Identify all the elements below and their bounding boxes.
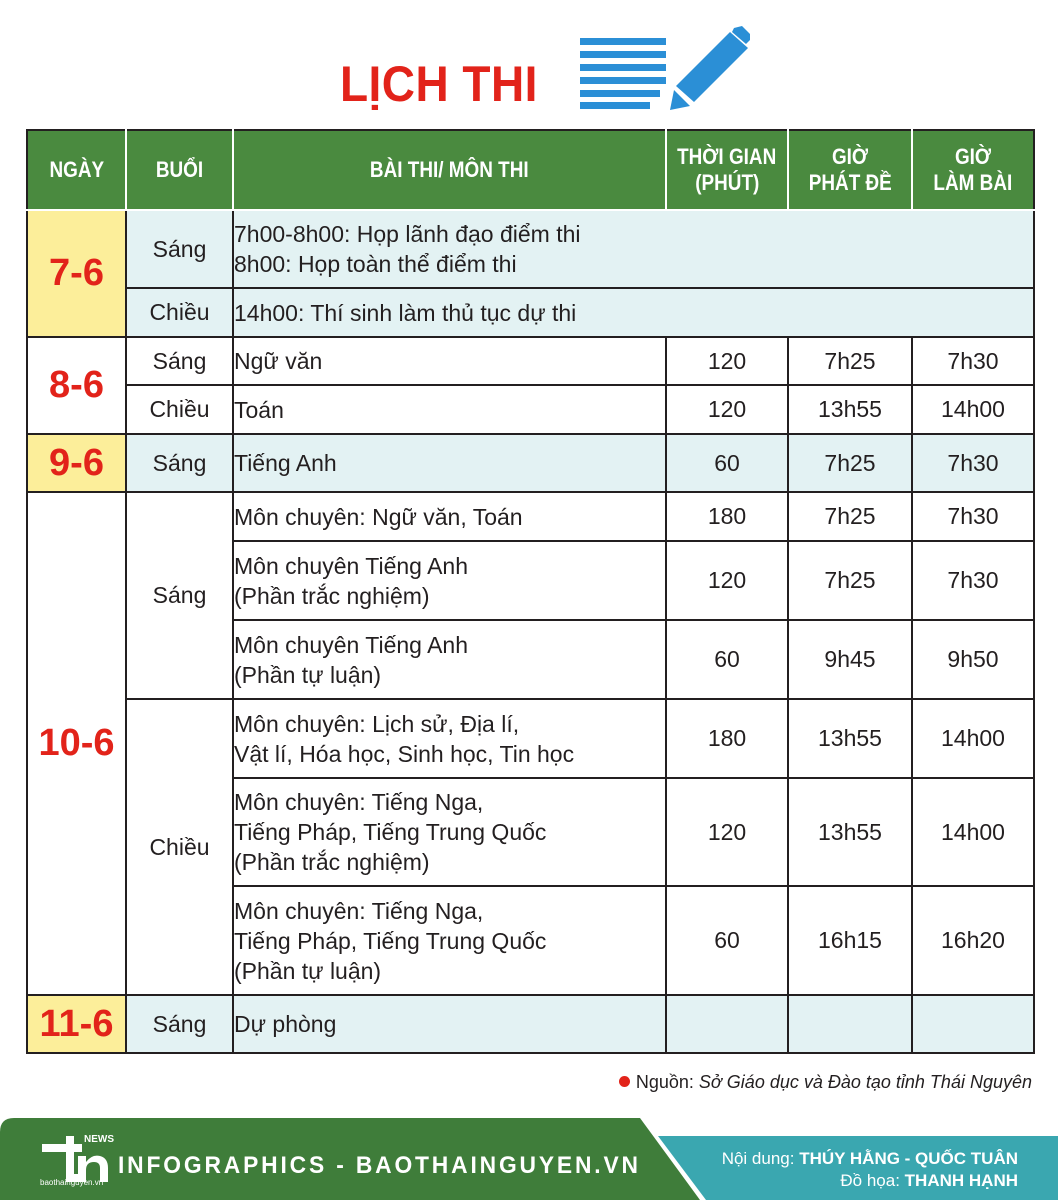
- subject-line: Môn chuyên: Tiếng Nga,: [234, 789, 484, 815]
- subject-cell: Tiếng Anh: [233, 434, 666, 492]
- subject-line: Môn chuyên Tiếng Anh: [234, 631, 468, 658]
- subject-line: (Phần tự luận): [234, 957, 382, 984]
- subject-line: Vật lí, Hóa học, Sinh học, Tin học: [234, 740, 575, 767]
- issue-time-cell: 13h55: [788, 385, 912, 434]
- start-time-cell: 7h30: [912, 541, 1034, 620]
- issue-time-cell: 7h25: [788, 492, 912, 541]
- session-cell: Sáng: [126, 434, 233, 492]
- bullet-dot-icon: [619, 1076, 630, 1087]
- content-credit: Nội dung: THÚY HẰNG - QUỐC TUÂN: [721, 1149, 1018, 1168]
- issue-time-cell: 16h15: [788, 886, 912, 995]
- credits: [722, 1148, 1018, 1192]
- issue-time-cell: [788, 995, 912, 1053]
- source-label: Nguồn:: [635, 1072, 694, 1092]
- table-row: [27, 385, 1034, 434]
- subject-cell: [233, 778, 666, 886]
- issue-time-cell: 7h25: [788, 434, 912, 492]
- start-time-cell: 14h00: [912, 699, 1034, 778]
- table-row: [27, 699, 1034, 778]
- header-row: [27, 130, 1034, 210]
- pencil-icon: [670, 26, 750, 110]
- document-pencil-icon: [578, 26, 750, 110]
- header-issue-time: GIỜ PHÁT ĐỀ: [788, 130, 912, 210]
- subject-cell: [233, 620, 666, 699]
- subject-cell: [233, 699, 666, 778]
- header-session: BUỔI: [126, 130, 233, 210]
- subject-line: Tiếng Pháp, Tiếng Trung Quốc: [234, 819, 547, 845]
- header-subject: BÀI THI/ MÔN THI: [233, 130, 666, 210]
- issue-time-cell: 13h55: [788, 778, 912, 886]
- date-cell: 10-6: [27, 492, 126, 995]
- start-time-cell: 16h20: [912, 886, 1034, 995]
- issue-time-cell: 7h25: [788, 337, 912, 385]
- session-cell: Chiều: [126, 699, 233, 995]
- table-row: [27, 337, 1034, 385]
- subject-line: Môn chuyên Tiếng Anh: [234, 552, 468, 579]
- start-time-cell: 14h00: [912, 385, 1034, 434]
- session-cell: Chiều: [126, 288, 233, 337]
- duration-cell: 180: [666, 699, 788, 778]
- subject-line: Môn chuyên: Lịch sử, Địa lí,: [234, 710, 520, 737]
- brand-text: INFOGRAPHICS - BAOTHAINGUYEN.VN: [118, 1152, 641, 1179]
- issue-time-cell: 7h25: [788, 541, 912, 620]
- subject-cell: Dự phòng: [233, 995, 666, 1053]
- date-cell: 7-6: [27, 210, 126, 337]
- logo-domain: baothainguyen.vn: [40, 1178, 104, 1187]
- subject-cell: Môn chuyên: Ngữ văn, Toán: [233, 492, 666, 541]
- header-start-time: GIỜ LÀM BÀI: [912, 130, 1034, 210]
- table-row: [27, 210, 1034, 288]
- subject-cell: [233, 886, 666, 995]
- subject-line: Môn chuyên: Tiếng Nga,: [234, 897, 484, 924]
- date-cell: 11-6: [27, 995, 126, 1053]
- duration-cell: 180: [666, 492, 788, 541]
- start-time-cell: [912, 995, 1034, 1053]
- page-title: LỊCH THI: [340, 56, 538, 112]
- start-time-cell: 7h30: [912, 434, 1034, 492]
- session-cell: Sáng: [126, 337, 233, 385]
- document-lines-icon: [580, 38, 666, 109]
- subject-cell: [233, 541, 666, 620]
- exam-schedule-table: [26, 129, 1035, 1054]
- session-cell: Sáng: [126, 492, 233, 699]
- subject-cell: Toán: [233, 385, 666, 434]
- svg-text:NEWS: NEWS: [84, 1134, 114, 1145]
- design-credit: Đồ họa: THANH HẠNH: [840, 1171, 1018, 1190]
- duration-cell: 120: [666, 541, 788, 620]
- duration-cell: 120: [666, 337, 788, 385]
- duration-cell: 60: [666, 434, 788, 492]
- subject-line: 8h00: Họp toàn thể điểm thi: [234, 251, 517, 277]
- table-row: [27, 492, 1034, 541]
- duration-cell: 60: [666, 886, 788, 995]
- duration-cell: 120: [666, 778, 788, 886]
- start-time-cell: 9h50: [912, 620, 1034, 699]
- start-time-cell: 7h30: [912, 492, 1034, 541]
- title-area: [0, 0, 1058, 128]
- duration-cell: 60: [666, 620, 788, 699]
- table-row: [27, 434, 1034, 492]
- table-row: [27, 995, 1034, 1053]
- source-note: [619, 1072, 1032, 1093]
- duration-cell: [666, 995, 788, 1053]
- start-time-cell: 7h30: [912, 337, 1034, 385]
- subject-cell: 14h00: Thí sinh làm thủ tục dự thi: [233, 288, 1034, 337]
- issue-time-cell: 13h55: [788, 699, 912, 778]
- session-cell: Chiều: [126, 385, 233, 434]
- subject-cell: [233, 210, 1034, 288]
- start-time-cell: 14h00: [912, 778, 1034, 886]
- source-text: Sở Giáo dục và Đào tạo tỉnh Thái Nguyên: [698, 1072, 1032, 1092]
- header-day: NGÀY: [27, 130, 126, 210]
- subject-line: (Phần trắc nghiệm): [234, 849, 430, 875]
- date-cell: 9-6: [27, 434, 126, 492]
- subject-line: (Phần tự luận): [234, 661, 382, 688]
- session-cell: Sáng: [126, 210, 233, 288]
- subject-line: Tiếng Pháp, Tiếng Trung Quốc: [234, 927, 547, 954]
- subject-line: 7h00-8h00: Họp lãnh đạo điểm thi: [234, 221, 581, 247]
- duration-cell: 120: [666, 385, 788, 434]
- table-row: [27, 288, 1034, 337]
- subject-cell: Ngữ văn: [233, 337, 666, 385]
- session-cell: Sáng: [126, 995, 233, 1053]
- header-duration: THỜI GIAN (PHÚT): [666, 130, 788, 210]
- date-cell: 8-6: [27, 337, 126, 434]
- subject-line: (Phần trắc nghiệm): [234, 582, 430, 609]
- issue-time-cell: 9h45: [788, 620, 912, 699]
